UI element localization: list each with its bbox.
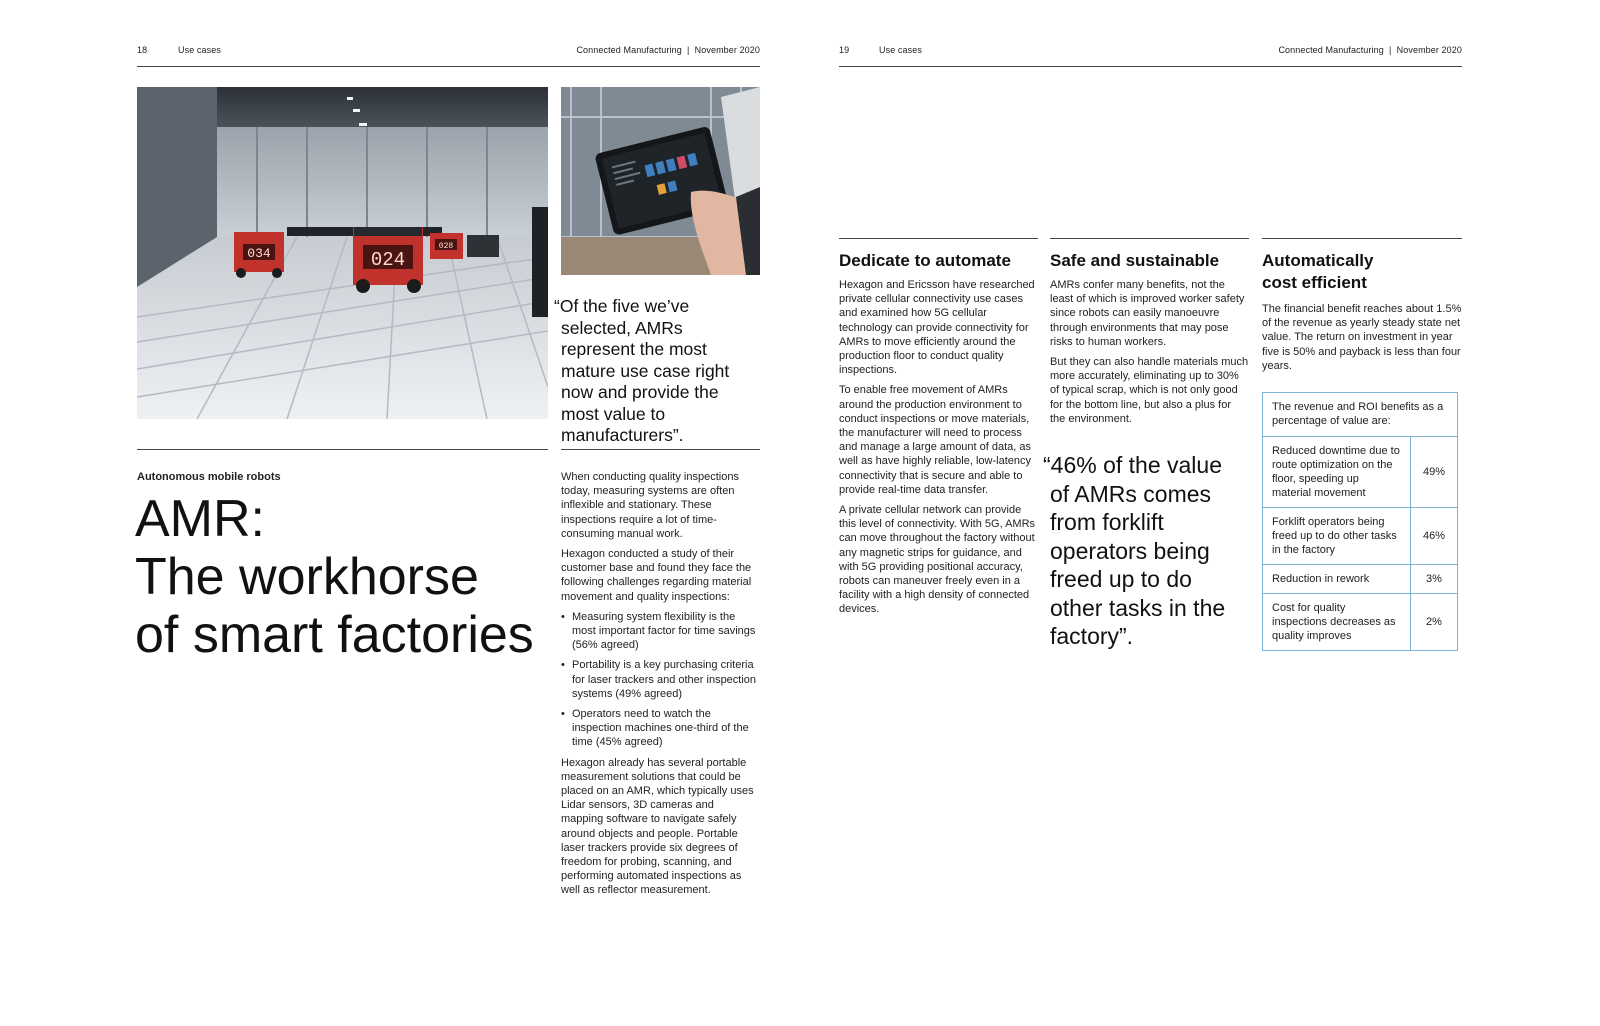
column-dedicate [839,250,1038,623]
header-divider [839,66,1462,67]
column-divider [1050,238,1249,239]
section-label: Use cases [879,45,922,55]
page-number: 19 [839,45,850,55]
body-paragraph: A private cellular network can provide this level of connectivity. With 5G, AMRs can move throughout the factory without any magnetic strips for guidance, and with 5G providing positional accuracy, robots can maneuver freely even in a facility with a high density of connected devices. [839,504,1036,616]
column-title: Dedicate to automate [839,251,1011,270]
body-paragraph: The financial benefit reaches about 1.5% of the revenue as yearly steady state net value. The return on investment in year five is 50% and payback is less than four years. [1262,303,1462,372]
body-paragraph: But they can also handle materials much more accurately, eliminating up to 30% of typical scrap, which is not only good for the bottom line, but also a plus for the environment. [1050,356,1249,425]
headline-line: The workhorse [135,548,479,606]
column-divider [1262,238,1462,239]
roi-table [1262,392,1458,651]
column-cost [1262,250,1462,379]
table-cell-label: Forklift operators being freed up to do other tasks in the factory [1263,508,1411,564]
column-title: Safe and sustainable [1050,251,1220,270]
page-number: 18 [137,45,148,55]
headline-line: of smart factories [135,606,534,664]
table-cell-label: Cost for quality inspections decreases as quality improves [1263,594,1411,650]
body-paragraph: To enable free movement of AMRs around the production environment to conduct inspections or move materials, the manufacturer will need to process and manage a large amount of data, as well as have highly reliable, low-latency connectivity that is secure and able to provide real-time data transfer. [839,384,1032,496]
table-row [1263,565,1457,594]
column-safe [1050,250,1249,432]
column-title-line: Automatically [1262,251,1374,270]
table-row [1263,437,1457,508]
list-item: • Portability is a key purchasing criteria for laser trackers and other inspection systems (49% agreed) [561,658,757,701]
column-title [1262,250,1462,294]
challenges-list [561,610,757,750]
body-paragraph: Hexagon already has several portable measurement solutions that could be placed on an AMR, which typically uses Lidar sensors, 3D cameras and mapping software to navigate safely around objects and people. Portable laser trackers provide six degrees of freedom for probing, scanning, and performing automated inspections as well as reflector measurement. [561,756,754,897]
column-divider [839,238,1038,239]
header-divider [137,66,760,67]
body-paragraph: Hexagon and Ericsson have researched private cellular connectivity use cases and examined how 5G cellular technology can provide connectivity for AMRs to move efficiently around the production floor to conduct quality inspections. [839,279,1035,377]
divider-body [561,449,760,450]
table-row [1263,594,1457,650]
pull-quote: “Of the five we’ve selected, AMRs represent the most mature use case right now and provide the most value to manufacturers”. [554,296,730,445]
body-paragraph: Hexagon conducted a study of their customer base and found they face the following challenges regarding material movement and quality inspections: [561,548,752,603]
list-item: • Measuring system flexibility is the most important factor for time savings (56% agreed) [561,610,757,653]
robot-label: 024 [370,249,406,271]
table-header: The revenue and ROI benefits as a percentage of value are: [1263,393,1457,437]
list-item: • Operators need to watch the inspection machines one-third of the time (45% agreed) [561,707,757,750]
headline [135,490,534,664]
divider-headline [137,449,548,450]
table-cell-value: 2% [1426,616,1442,628]
table-row [1263,508,1457,565]
column-title-line: cost efficient [1262,273,1367,292]
section-label: Use cases [178,45,221,55]
table-cell-value: 3% [1426,573,1442,585]
publication-label: Connected Manufacturing | November 2020 [576,45,760,55]
table-cell-label: Reduced downtime due to route optimization on the floor, speeding up material movement [1263,437,1411,507]
body-column [561,470,757,904]
warehouse-robots-image [137,87,548,419]
tablet-dashboard-image [561,87,760,275]
headline-line: AMR: [135,490,265,548]
kicker: Autonomous mobile robots [137,471,281,483]
robot-label: 028 [438,242,454,251]
body-paragraph: When conducting quality inspections today, measuring systems are often inflexible and stationary. These inspections require a lot of time-consuming manual work. [561,471,739,540]
pull-quote: “46% of the value of AMRs comes from forklift operators being freed up to do other tasks in the factory”. [1043,452,1226,649]
robot-label: 034 [247,246,271,261]
table-cell-value: 46% [1422,530,1446,542]
table-cell-label: Reduction in rework [1263,565,1411,593]
table-cell-value: 49% [1422,466,1446,478]
publication-label: Connected Manufacturing | November 2020 [1278,45,1462,55]
body-paragraph: AMRs confer many benefits, not the least of which is improved worker safety since robots can easily manoeuvre through environments that may pose risks to human workers. [1050,279,1245,348]
